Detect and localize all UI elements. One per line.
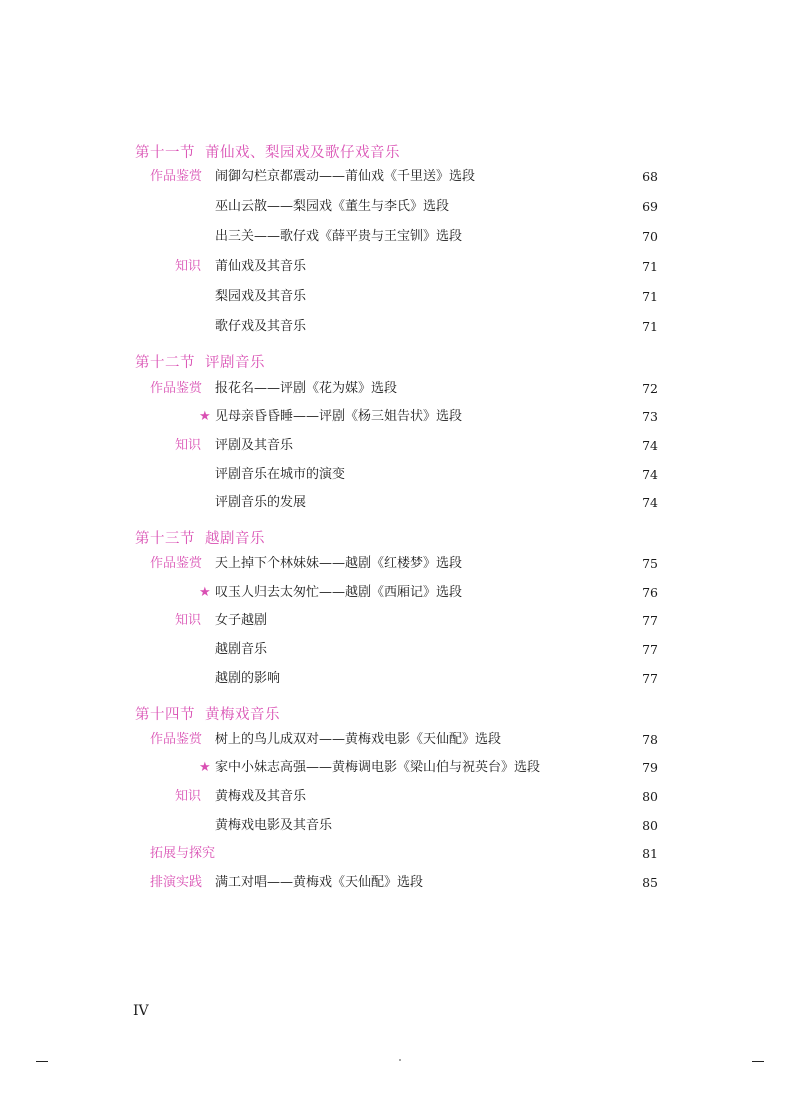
entry-title: 黄梅戏电影及其音乐 — [215, 818, 333, 833]
section-heading — [135, 141, 400, 162]
page-number: 77 — [642, 642, 658, 657]
category-label: 知识 — [175, 438, 202, 453]
toc-entry-extension[interactable] — [0, 844, 800, 864]
category-label: 作品鉴赏 — [150, 556, 203, 571]
entry-title: 巫山云散——梨园戏《董生与李氏》选段 — [215, 199, 450, 214]
toc-entry[interactable] — [0, 669, 800, 689]
toc-entry[interactable] — [0, 730, 800, 750]
page-number: 71 — [642, 319, 658, 334]
page-number: 73 — [642, 409, 658, 424]
section-heading — [135, 527, 265, 548]
star-icon: ★ — [199, 760, 211, 775]
page-number: 74 — [642, 438, 658, 453]
crop-mark-right — [752, 1061, 764, 1062]
category-label: 排演实践 — [150, 875, 203, 890]
star-icon: ★ — [199, 409, 211, 424]
entry-title: 黄梅戏及其音乐 — [215, 789, 307, 804]
page-number: 79 — [642, 760, 658, 775]
section-number: 第十四节 — [135, 707, 195, 723]
section-number: 第十一节 — [135, 145, 195, 161]
center-mark — [399, 1059, 401, 1061]
page-number: 80 — [642, 789, 658, 804]
toc-entry[interactable] — [0, 640, 800, 660]
entry-title: 评剧音乐在城市的演变 — [215, 467, 346, 482]
page-number: 85 — [642, 875, 658, 890]
toc-entry[interactable] — [0, 611, 800, 631]
star-icon: ★ — [199, 585, 211, 600]
entry-title: 天上掉下个林妹妹——越剧《红楼梦》选段 — [215, 556, 463, 571]
entry-title: 报花名——评剧《花为媒》选段 — [215, 381, 398, 396]
entry-title: 出三关——歌仔戏《薛平贵与王宝钏》选段 — [215, 229, 463, 244]
section-name: 评剧音乐 — [205, 355, 265, 371]
category-label: 作品鉴赏 — [150, 169, 203, 184]
page-number: 71 — [642, 259, 658, 274]
section-name: 黄梅戏音乐 — [205, 707, 280, 723]
entry-title: 女子越剧 — [215, 613, 268, 628]
toc-entry[interactable] — [0, 167, 800, 187]
page-number: 75 — [642, 556, 658, 571]
page-number: 70 — [642, 229, 658, 244]
section-number: 第十三节 — [135, 531, 195, 547]
toc-entry[interactable] — [0, 436, 800, 456]
toc-entry[interactable] — [0, 407, 800, 427]
entry-title: 叹玉人归去太匆忙——越剧《西厢记》选段 — [215, 585, 463, 600]
section-number: 第十二节 — [135, 355, 195, 371]
section-heading — [135, 351, 265, 372]
page-number: 68 — [642, 169, 658, 184]
toc-entry[interactable] — [0, 379, 800, 399]
entry-title: 树上的鸟儿成双对——黄梅戏电影《天仙配》选段 — [215, 732, 502, 747]
page-number: 71 — [642, 289, 658, 304]
crop-mark-left — [36, 1061, 48, 1062]
section-name: 莆仙戏、梨园戏及歌仔戏音乐 — [205, 145, 400, 161]
page-number: 78 — [642, 732, 658, 747]
toc-entry[interactable] — [0, 787, 800, 807]
entry-title: 评剧及其音乐 — [215, 438, 294, 453]
toc-entry[interactable] — [0, 227, 800, 247]
entry-title: 越剧的影响 — [215, 671, 281, 686]
toc-entry[interactable] — [0, 583, 800, 603]
toc-entry[interactable] — [0, 493, 800, 513]
page-folio: IV — [133, 1003, 149, 1019]
toc-entry-practice[interactable] — [0, 873, 800, 893]
category-label: 作品鉴赏 — [150, 381, 203, 396]
category-label: 知识 — [175, 613, 202, 628]
page-number: 74 — [642, 495, 658, 510]
toc-entry[interactable] — [0, 317, 800, 337]
section-name: 越剧音乐 — [205, 531, 265, 547]
page-number: 80 — [642, 818, 658, 833]
page-number: 81 — [642, 846, 658, 861]
entry-title: 满工对唱——黄梅戏《天仙配》选段 — [215, 875, 424, 890]
page-number: 74 — [642, 467, 658, 482]
toc-entry[interactable] — [0, 257, 800, 277]
section-heading — [135, 703, 280, 724]
entry-title: 越剧音乐 — [215, 642, 268, 657]
toc-entry[interactable] — [0, 287, 800, 307]
category-label: 拓展与探究 — [150, 846, 216, 861]
toc-entry[interactable] — [0, 197, 800, 217]
entry-title: 歌仔戏及其音乐 — [215, 319, 307, 334]
page-number: 77 — [642, 671, 658, 686]
entry-title: 闹御勾栏京都震动——莆仙戏《千里送》选段 — [215, 169, 476, 184]
toc-entry[interactable] — [0, 758, 800, 778]
page-number: 76 — [642, 585, 658, 600]
toc-entry[interactable] — [0, 554, 800, 574]
entry-title: 莆仙戏及其音乐 — [215, 259, 307, 274]
toc-entry[interactable] — [0, 465, 800, 485]
toc-entry[interactable] — [0, 816, 800, 836]
entry-title: 家中小妹志高强——黄梅调电影《梁山伯与祝英台》选段 — [215, 760, 541, 775]
category-label: 知识 — [175, 789, 202, 804]
entry-title: 见母亲昏昏睡——评剧《杨三姐告状》选段 — [215, 409, 463, 424]
entry-title: 梨园戏及其音乐 — [215, 289, 307, 304]
category-label: 作品鉴赏 — [150, 732, 203, 747]
entry-title: 评剧音乐的发展 — [215, 495, 307, 510]
page-number: 77 — [642, 613, 658, 628]
page-number: 72 — [642, 381, 658, 396]
category-label: 知识 — [175, 259, 202, 274]
page-number: 69 — [642, 199, 658, 214]
